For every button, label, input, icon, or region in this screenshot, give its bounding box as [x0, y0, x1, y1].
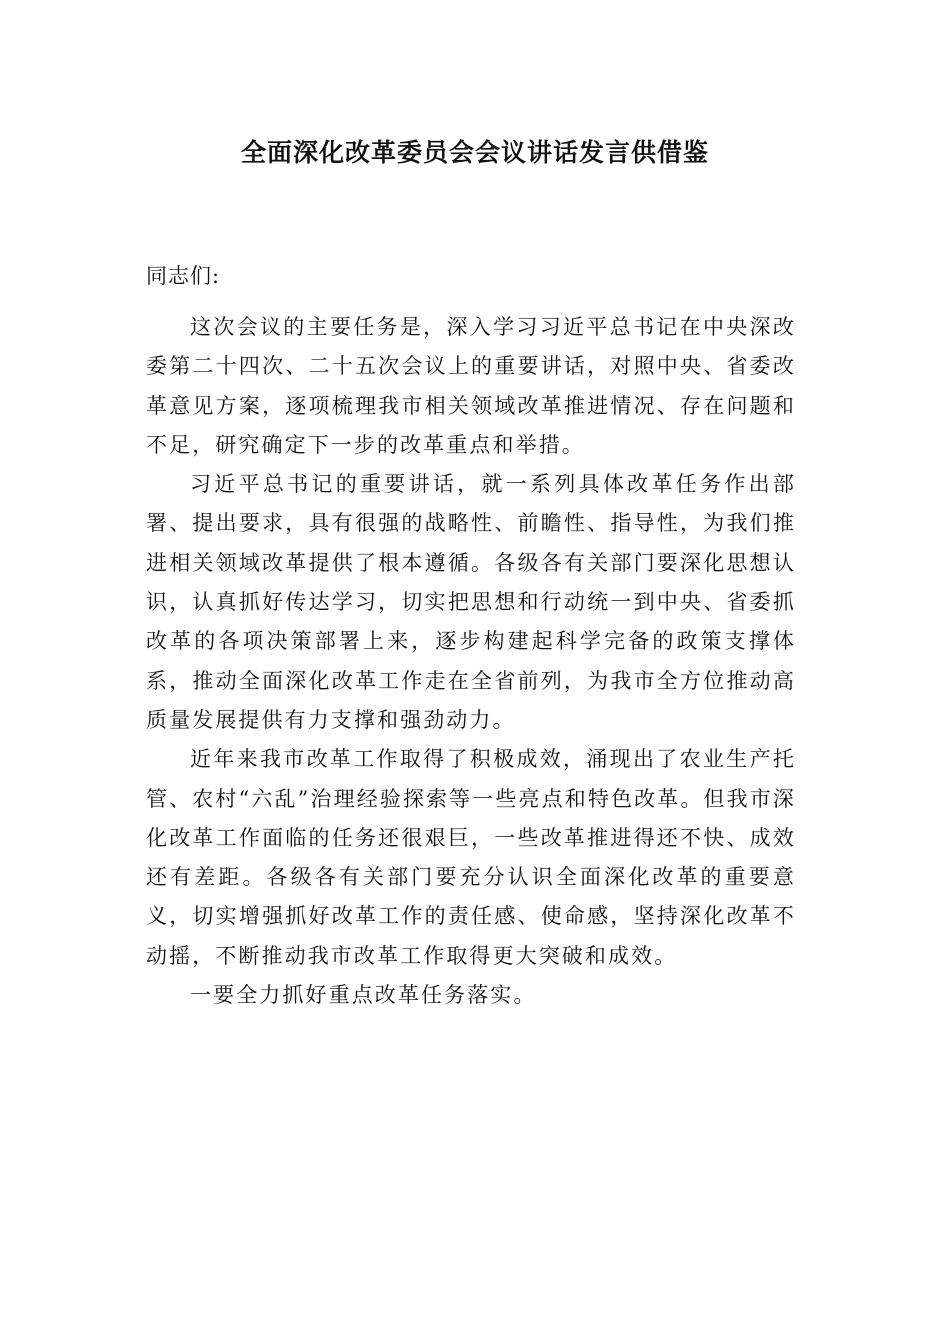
paragraph-reform-progress: 近年来我市改革工作取得了积极成效，涌现出了农业生产托管、农村“六乱”治理经验探索等一些亮点和特色改革。但我市深化改革工作面临的任务还很艰巨，一些改革推进得还不快、成效还有差距。各级各有关部门要充分认识全面深化改革的重要意义，切实增强抓好改革工作的责任感、使命感，坚持深化改革不动摇，不断推动我市改革工作取得更大突破和成效。	[146, 747, 796, 968]
paragraph-important-speech: 习近平总书记的重要讲话，就一系列具体改革任务作出部署、提出要求，具有很强的战略性、前瞻性、指导性，为我们推进相关领域改革提供了根本遵循。各级各有关部门要深化思想认识，认真抓好传达学习，切实把思想和行动统一到中央、省委抓改革的各项决策部署上来，逐步构建起科学完备的政策支撑体系，推动全面深化改革工作走在全省前列，为我市全方位推动高质量发展提供有力支撑和强劲动力。	[146, 472, 796, 732]
paragraph-first-requirement: 一要全力抓好重点改革任务落实。	[190, 983, 537, 1008]
salutation: 同志们:	[146, 264, 221, 288]
paragraph-meeting-tasks: 这次会议的主要任务是，深入学习习近平总书记在中央深改委第二十四次、二十五次会议上的重要讲话，对照中央、省委改革意见方案，逐项梳理我市相关领域改革推进情况、存在问题和不足，研究确定下一步的改革重点和举措。	[146, 315, 796, 457]
document-title: 全面深化改革委员会会议讲话发言供借鉴	[240, 138, 709, 167]
document-body	[146, 308, 796, 1015]
